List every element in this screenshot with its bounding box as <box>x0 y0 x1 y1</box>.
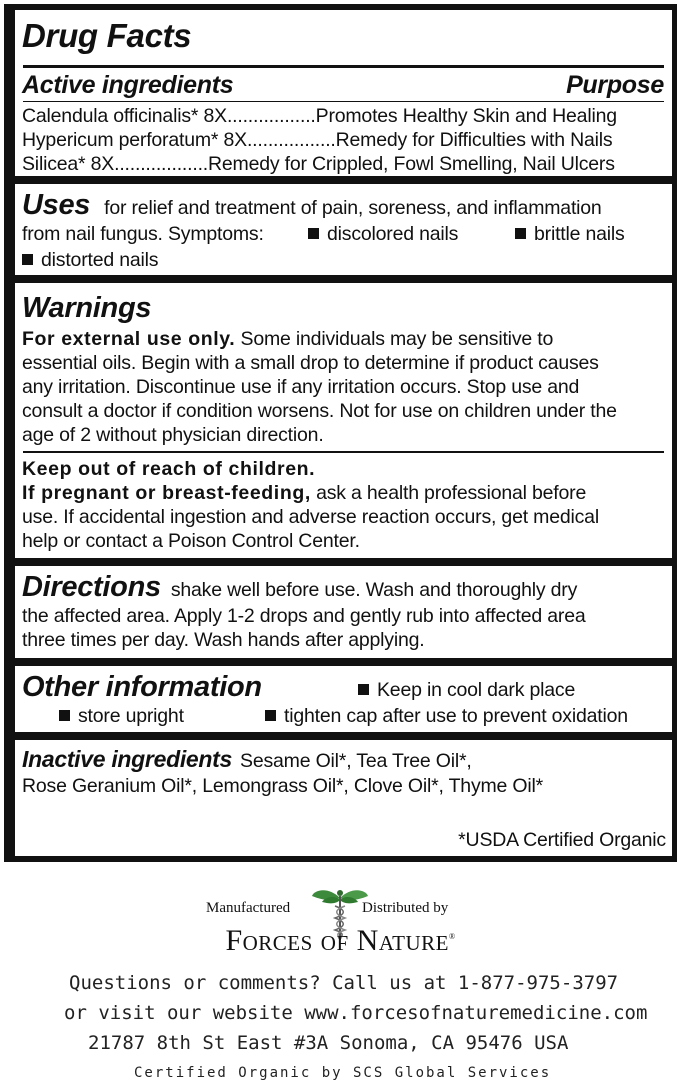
inactive-ingredients-heading: Inactive ingredients <box>22 746 233 772</box>
uses-box <box>15 184 672 275</box>
drug-facts-panel <box>4 4 677 862</box>
uses-line-2 <box>22 222 264 246</box>
distributed-label: Distributed by <box>362 900 449 916</box>
other-item-cool-dark: Keep in cool dark place <box>358 678 575 702</box>
warnings-line-5: age of 2 without physician direction. <box>22 424 324 446</box>
bullet-icon <box>265 710 276 721</box>
directions-heading: Directions <box>22 571 161 603</box>
contact-line-address: 21787 8th St East #3A Sonoma, CA 95476 USA <box>88 1032 569 1054</box>
warnings-heading: Warnings <box>22 292 152 324</box>
active-row-2: Hypericum perforatum* 8X.................Remedy for Difficulties with Nails <box>22 129 613 151</box>
certified-organic-line: Certified Organic by SCS Global Services <box>134 1065 552 1081</box>
inactive-line-2: Rose Geranium Oil*, Lemongrass Oil*, Clove Oil*, Thyme Oil* <box>22 775 544 797</box>
uses-item-discolored: discolored nails <box>308 222 458 246</box>
uses-heading: Uses <box>22 189 91 221</box>
manufactured-label: Manufactured <box>206 900 291 916</box>
active-ingredients-box <box>15 10 672 176</box>
pregnant-line-2: use. If accidental ingestion and adverse reaction occurs, get medical <box>22 506 599 528</box>
contact-line-phone: Questions or comments? Call us at 1-877-975-3797 <box>69 972 619 994</box>
purpose-heading: Purpose <box>566 71 664 99</box>
directions-box <box>15 566 672 658</box>
uses-item-brittle: brittle nails <box>515 222 625 246</box>
active-rule <box>23 101 664 102</box>
uses-text-2: from nail fungus. Symptoms: <box>22 223 264 245</box>
inactive-ingredients-box <box>15 740 672 856</box>
contact-line-website: or visit our website www.forcesofnaturemedicine.com <box>64 1002 648 1024</box>
bullet-icon <box>515 228 526 239</box>
other-item-tighten-cap: tighten cap after use to prevent oxidation <box>265 704 628 728</box>
other-item-upright: store upright <box>59 704 184 728</box>
warnings-line-1: For external use only. Some individuals may be sensitive to <box>22 328 554 350</box>
directions-line-3: three times per day. Wash hands after applying. <box>22 629 425 651</box>
directions-line-1: Directions shake well before use. Wash and thoroughly dry <box>22 571 578 603</box>
brand-logo: Forces of Nature® <box>225 924 456 957</box>
warnings-line-2: essential oils. Begin with a small drop to determine if product causes <box>22 352 599 374</box>
active-row-1: Calendula officinalis* 8X.................Promotes Healthy Skin and Healing <box>22 105 617 127</box>
bullet-icon <box>358 684 369 695</box>
warnings-line-3: any irritation. Discontinue use if any irritation occurs. Stop use and <box>22 376 580 398</box>
title-rule <box>23 65 664 68</box>
uses-text-1: for relief and treatment of pain, soreness, and inflammation <box>104 197 602 219</box>
uses-line-1 <box>22 190 602 220</box>
inactive-line-1: Inactive ingredients Sesame Oil*, Tea Tree Oil*, <box>22 746 472 772</box>
warnings-line-4: consult a doctor if condition worsens. Not for use on children under the <box>22 400 617 422</box>
pregnant-line-1: If pregnant or breast-feeding, ask a health professional before <box>22 482 587 504</box>
directions-line-2: the affected area. Apply 1-2 drops and gently rub into affected area <box>22 605 586 627</box>
bullet-icon <box>59 710 70 721</box>
pregnant-line-3: help or contact a Poison Control Center. <box>22 530 360 552</box>
warnings-box <box>15 283 672 558</box>
usda-organic-note: *USDA Certified Organic <box>458 829 666 851</box>
bullet-icon <box>22 254 33 265</box>
uses-item-distorted: distorted nails <box>22 248 158 272</box>
active-ingredients-heading: Active ingredients <box>22 71 234 99</box>
logo-area <box>0 880 681 970</box>
keep-out-of-reach: Keep out of reach of children. <box>22 458 316 480</box>
drug-facts-title: Drug Facts <box>22 17 192 54</box>
bullet-icon <box>308 228 319 239</box>
other-information-box <box>15 666 672 732</box>
warnings-rule <box>23 451 664 453</box>
active-row-3: Silicea* 8X..................Remedy for Crippled, Fowl Smelling, Nail Ulcers <box>22 153 615 175</box>
other-information-heading: Other information <box>22 671 262 703</box>
